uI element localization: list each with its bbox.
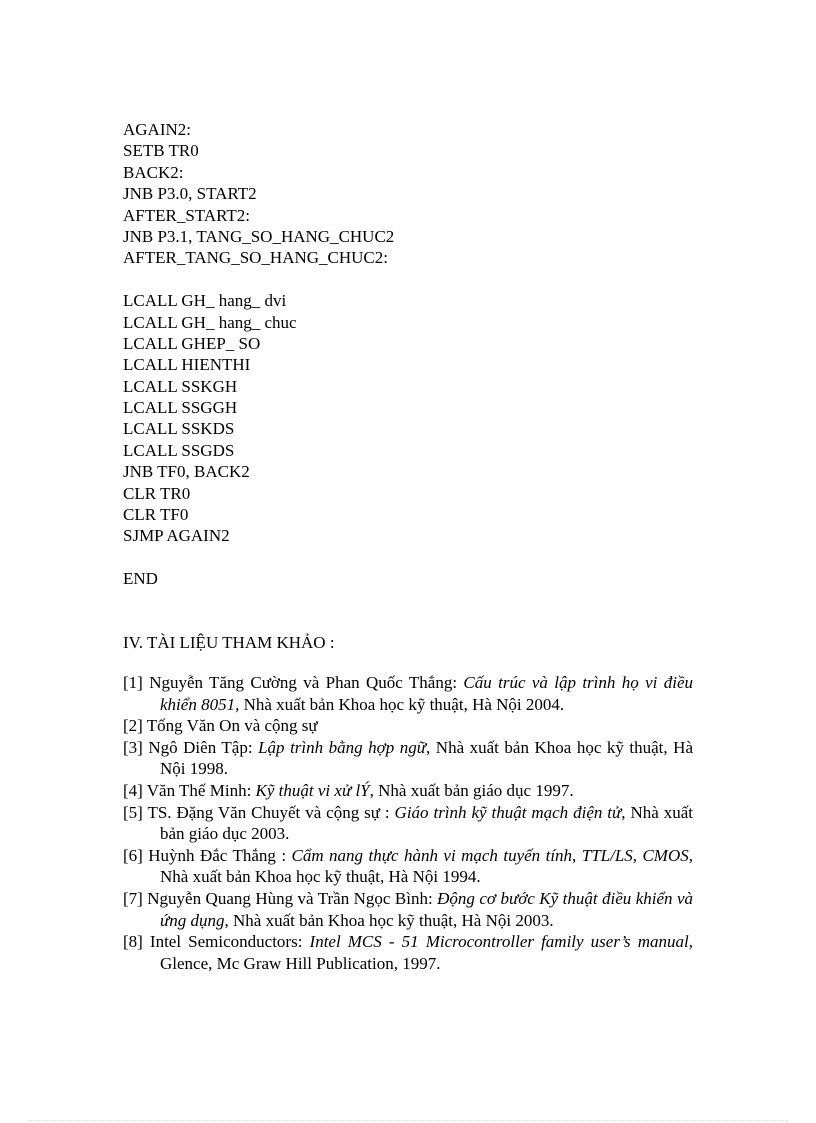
code-line: JNB P3.1, TANG_SO_HANG_CHUC2 <box>123 226 395 246</box>
reference-title: Lập trình bằng hợp ngữ <box>258 737 427 757</box>
code-line: AFTER_START2: <box>123 205 251 225</box>
code-line: LCALL GH_ hang_ chuc <box>123 312 297 332</box>
reference-publisher: Glence, Mc Graw Hill Publication, 1997. <box>160 953 441 973</box>
reference-title: Động cơ bước Kỹ thuật điều khiển và ứng dụng, <box>160 888 694 930</box>
reference-title: Cẩm nang thực hành vi mạch tuyến tính, TTL/LS, CMOS, <box>291 845 693 865</box>
reference-title: Intel MCS - 51 Microcontroller family user’s manual, <box>309 932 694 952</box>
reference-number: [2] <box>123 716 143 736</box>
code-line: SETB TR0 <box>123 141 199 161</box>
code-line: LCALL SSGDS <box>123 440 235 460</box>
reference-number: [4] <box>123 780 143 800</box>
code-line: LCALL SSGGH <box>123 398 238 418</box>
reference-item <box>123 672 693 715</box>
reference-item <box>123 780 693 802</box>
reference-item <box>123 737 693 780</box>
code-line: AFTER_TANG_SO_HANG_CHUC2: <box>123 248 388 268</box>
reference-item <box>123 715 693 737</box>
assembly-code-listing <box>123 119 394 590</box>
reference-authors: TS. Đặng Văn Chuyết và cộng sự : <box>147 802 395 822</box>
reference-item <box>123 802 693 845</box>
reference-publisher: , Nhà xuất bản giáo dục 2003. <box>160 802 693 844</box>
reference-publisher: Nhà xuất bản Khoa học kỹ thuật, Hà Nội 2003. <box>228 910 554 930</box>
code-line: LCALL GHEP_ SO <box>123 333 261 353</box>
code-line: JNB P3.0, START2 <box>123 184 257 204</box>
code-line: LCALL SSKGH <box>123 376 238 396</box>
code-line: JNB TF0, BACK2 <box>123 462 250 482</box>
code-blank-line <box>123 269 394 290</box>
references-heading: IV. TÀI LIỆU THAM KHẢO : <box>123 633 335 652</box>
reference-number: [1] <box>123 673 143 692</box>
code-line: LCALL HIENTHI <box>123 355 251 375</box>
reference-item <box>123 888 693 931</box>
code-line: AGAIN2: <box>123 120 191 139</box>
reference-number: [8] <box>123 932 143 952</box>
reference-authors: Nguyễn Quang Hùng và Trần Ngọc Bình: <box>147 888 438 908</box>
code-line: SJMP AGAIN2 <box>123 526 230 546</box>
reference-title: Cấu trúc và lập trình họ vi điều khiển 8051, <box>160 673 694 714</box>
code-line: CLR TR0 <box>123 483 191 503</box>
reference-authors: Intel Semiconductors: <box>149 932 310 952</box>
code-end-line: END <box>123 569 158 589</box>
reference-list <box>123 672 693 974</box>
reference-authors: Ngô Diên Tập: <box>148 737 259 757</box>
code-line: LCALL GH_ hang_ dvi <box>123 291 287 311</box>
reference-authors: Huỳnh Đắc Thắng : <box>148 845 292 865</box>
code-line: BACK2: <box>123 162 184 182</box>
reference-number: [5] <box>123 802 143 822</box>
page-bottom-divider <box>28 1120 788 1121</box>
reference-authors: Tống Văn On và cộng sự <box>146 716 318 736</box>
reference-item <box>123 845 693 888</box>
code-line: LCALL SSKDS <box>123 419 235 439</box>
reference-publisher: Nhà xuất bản Khoa học kỹ thuật, Hà Nội 2004. <box>239 694 565 714</box>
code-blank-line <box>123 547 394 568</box>
reference-number: [6] <box>123 845 143 865</box>
code-line: CLR TF0 <box>123 505 189 525</box>
reference-publisher: Nhà xuất bản Khoa học kỹ thuật, Hà Nội 1994. <box>160 867 481 887</box>
reference-title: Kỹ thuật vi xử lÝ <box>255 780 370 800</box>
reference-authors: Nguyễn Tăng Cường và Phan Quốc Thắng: <box>149 673 464 692</box>
reference-item <box>123 931 693 974</box>
reference-authors: Văn Thế Minh: <box>146 780 256 800</box>
reference-publisher: , Nhà xuất bản giáo dục 1997. <box>369 780 574 800</box>
reference-title: Giáo trình kỹ thuật mạch điện tử <box>394 802 622 822</box>
reference-number: [7] <box>123 888 143 908</box>
reference-publisher: , Nhà xuất bản Khoa học kỹ thuật, Hà Nội 1998. <box>160 737 693 779</box>
reference-number: [3] <box>123 737 143 757</box>
